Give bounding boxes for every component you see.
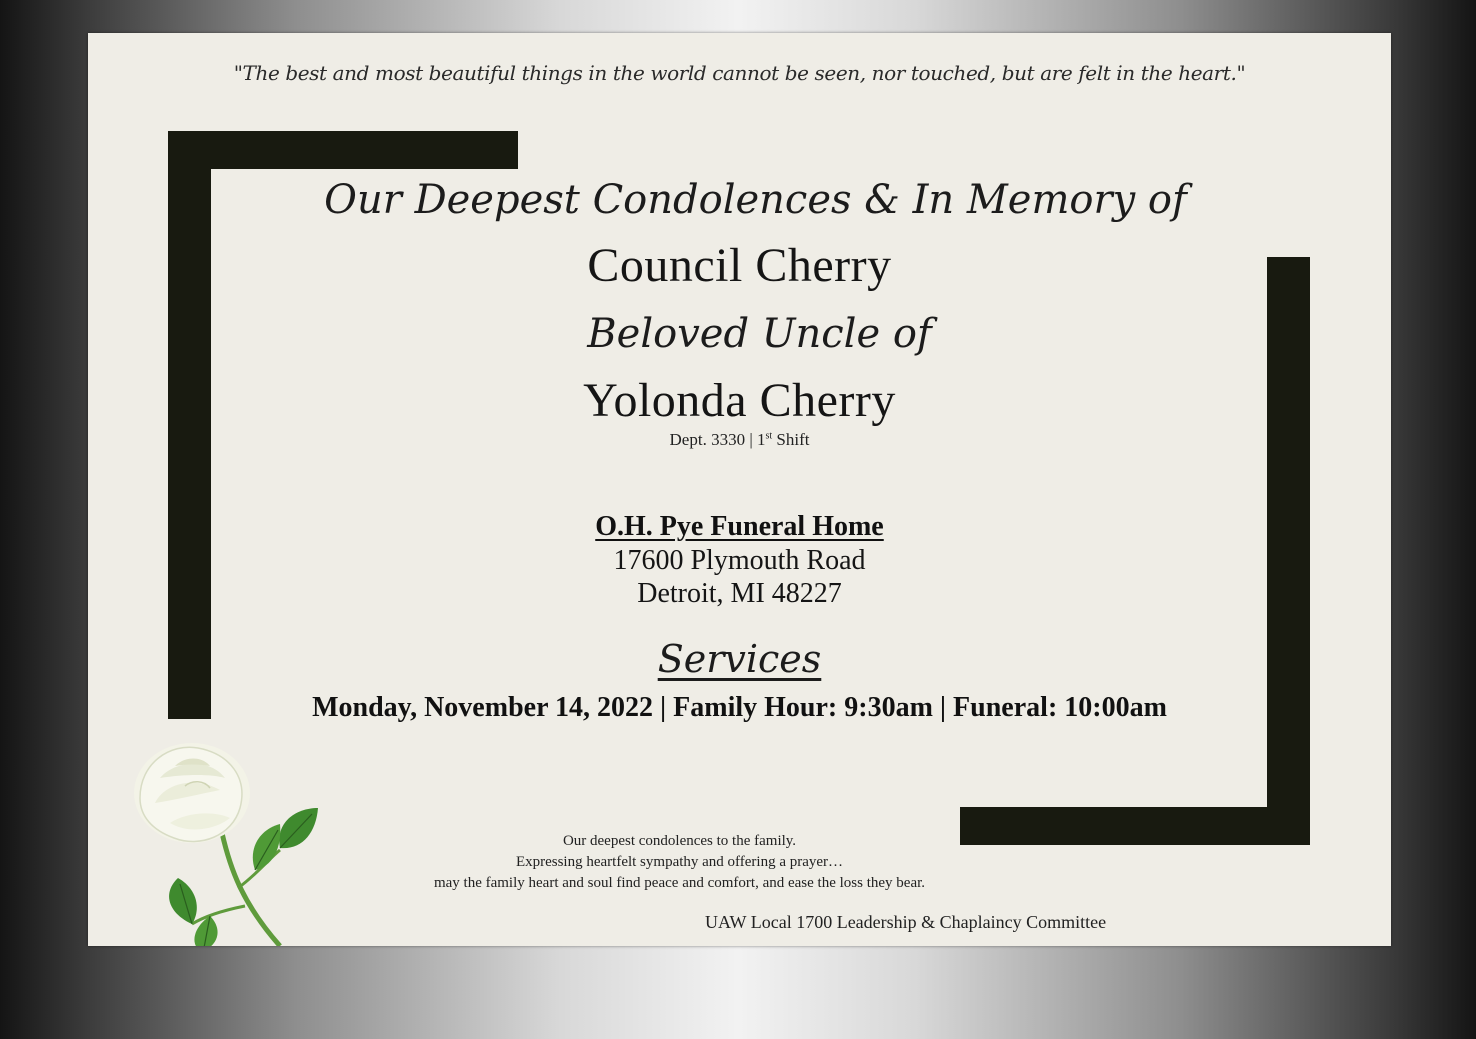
frame-bar-top-left-horizontal <box>168 131 518 169</box>
funeral-home-name: O.H. Pye Funeral Home <box>595 511 884 542</box>
relation-heading: Beloved Uncle of <box>587 311 932 357</box>
services-details: Monday, November 14, 2022 | Family Hour: 9:30am | Funeral: 10:00am <box>312 692 1167 723</box>
employee-name: Yolonda Cherry <box>583 374 896 427</box>
committee-signature: UAW Local 1700 Leadership & Chaplaincy Committee <box>705 912 1107 932</box>
department-shift <box>88 430 1391 450</box>
funeral-home-street: 17600 Plymouth Road <box>613 545 866 576</box>
condolence-card <box>88 33 1391 946</box>
quote-text: "The best and most beautiful things in the world cannot be seen, nor touched, but are felt in the heart." <box>233 61 1246 85</box>
message-line-1: Our deepest condolences to the family. <box>562 833 797 849</box>
deceased-name: Council Cherry <box>587 239 892 292</box>
message-line-2: Expressing heartfelt sympathy and offering a prayer… <box>515 854 844 870</box>
white-rose-icon <box>130 738 320 946</box>
message-line-3: may the family heart and soul find peace and comfort, and ease the loss they bear. <box>433 875 926 891</box>
condolence-heading: Our Deepest Condolences & In Memory of <box>324 177 1187 223</box>
shift-ordinal-suffix: st <box>765 430 773 442</box>
shift-text: Shift <box>772 430 810 449</box>
department-text: Dept. 3330 | 1 <box>669 430 766 449</box>
services-heading: Services <box>657 637 822 681</box>
funeral-home-city: Detroit, MI 48227 <box>637 578 842 609</box>
